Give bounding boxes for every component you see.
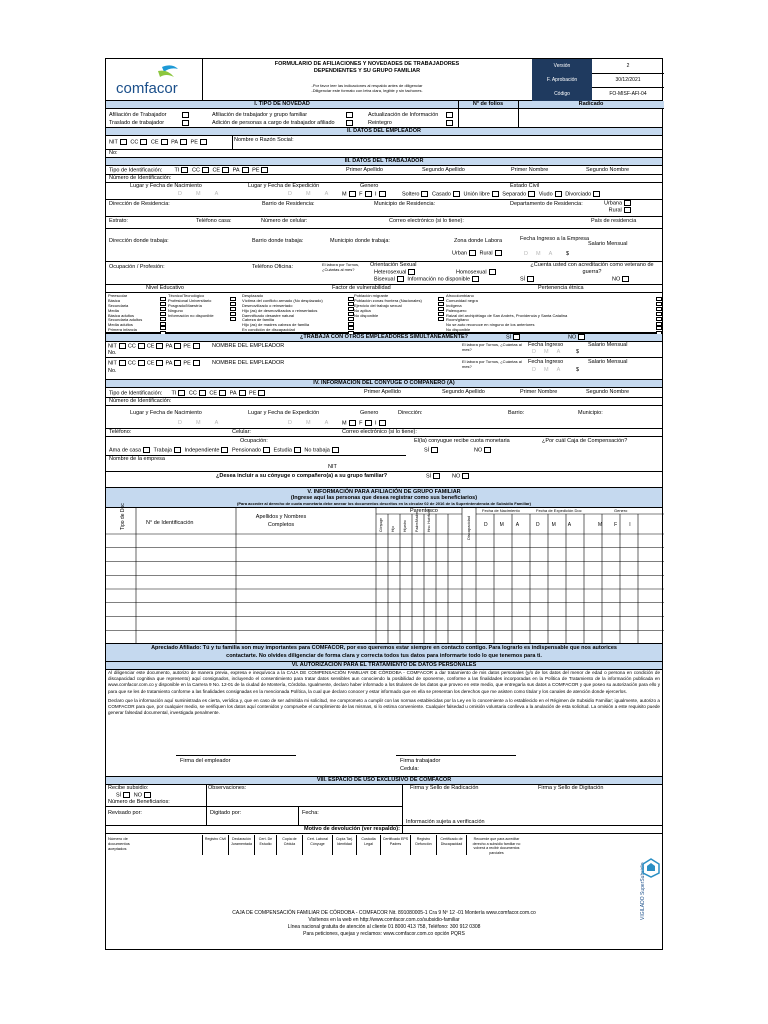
section-tipo-novedad [106,101,662,128]
employer-number-field[interactable]: No: [109,150,118,156]
edu-item-label: Básica adultos [108,312,135,318]
list-checkbox[interactable] [656,297,662,301]
footer-line-4: Para peticiones, quejas y reclamos: www.comfacor.com.co opción PQRS [303,931,465,937]
list-checkbox[interactable] [348,312,354,316]
etnia-item-label: No se auto reconoce en ninguno de los anteriores [446,322,535,328]
section-5-note: (Para acceder al derecho de cuota monetaria debe anexar los documentos descritos en la circular 02 de 2016 de la Superintendencia de Subsidio Familiar) [237,501,531,506]
otros-empleadores-no[interactable]: NO [568,334,587,341]
municipio-residencia-field[interactable]: Municipio de Residencia: [374,201,436,207]
list-checkbox[interactable] [438,312,444,316]
list-checkbox[interactable] [230,297,236,301]
edu2-item-label: Técnico/Tecnológico [168,293,205,298]
conyuge-ocupacion-options[interactable]: Ama de casa Trabaja Independiente Pensionado Estudia No trabaja [109,447,341,454]
list-checkbox[interactable] [230,317,236,321]
list-checkbox[interactable] [160,297,166,301]
list-checkbox[interactable] [348,302,354,306]
vuln-item-label: Damnificado desastre natural [242,312,295,318]
zona-residencia-options[interactable]: Urbana Rural [604,200,633,215]
col-num-id: N° de Identificación [146,520,194,526]
conyuge-primer-apellido: Primer Apellido [364,389,401,395]
list-checkbox[interactable] [160,312,166,316]
section-empleador [106,128,662,158]
section-uso-comfacor [106,777,662,867]
otro-empleador-1-ids[interactable]: NIT CC CE PA PE [108,343,202,350]
list-checkbox[interactable] [438,317,444,321]
worker-id-number[interactable]: Número de Identificación: [109,175,172,181]
salario-label: Salario Mensual [588,241,628,247]
list-checkbox[interactable] [656,307,662,311]
col-genero: Genero [614,508,628,513]
conyuge-lugar-exp: Lugar y Fecha de Expedición [248,410,320,416]
firma-trabajador-line[interactable] [396,750,516,756]
nivel-educativo-label: Nivel Educativo [146,285,184,291]
fecha-field[interactable]: Fecha: [302,810,319,816]
conyuge-incluir-no[interactable]: NO [452,473,471,480]
footer [105,910,663,938]
etnia-item-label: Room/gitano [446,317,469,323]
col-segundo-nombre: Segundo Nombre [586,167,630,173]
vuln2-item-label: Población zonas frontera (Nacionales) [354,297,422,303]
version-value: 2 [626,63,630,69]
checkbox-traslado[interactable] [182,120,189,126]
autorizacion-paragraph-1: Al diligenciar este documento, autorizo de manera previa, expresa e inequívoca a la CAJA DE COMPENSACIÓN FAMILIAR DE CÓRDOBA - COMFACOR a dar tratamiento de mis datos personales (y/o de los datos del menor de edad o persona en condición de discapacidad cognitiva que represento) aquí consignados, incluyendo el consentimiento para tratar datos sensibles aun conociendo la posibilidad de oponerme, conforme a las finalidades incorporadas en la Política de Tratamiento de la información publicada en www.comfacor.com.co y disponible en la Carrera 9 No. 12-01 de la ciudad de Montería, Córdoba. Igualmente, declaro haber informado a los titulares de los datos que proveo en este medio, que entregaría sus datos a COMFACOR y que poseo su autorización para ello y para que se les de tratamiento conforme a las finalidades consignadas en la mencionada Política, la cual que declaro conocer y estar informado que en ella se presentan los derechos que me asisten como titular y los canales de atención donde ejercerlos. [108,670,660,694]
list-checkbox[interactable] [160,302,166,306]
conyuge-gender-options[interactable]: M F I [342,420,388,427]
estado-civil-label: Estado Civil [510,183,540,189]
section-autorizacion [106,662,662,777]
orientacion-homo[interactable]: Homosexual [456,269,498,276]
conyuge-caja-label: ¿Por cuál Caja de Compensación? [542,438,628,444]
otro-empleador-2-no[interactable]: No. [108,368,117,374]
section-6-title: VI. AUTORIZACIÓN PARA EL TRATAMIENTO DE DATOS PERSONALES [106,662,662,670]
edu-item-label: Primera infancia [108,327,137,333]
col-fecha-nac: Fecha de Nacimiento [482,508,520,513]
exp-date-dma[interactable]: DMA [288,191,343,197]
etnia-item-label: Indígena [446,302,462,308]
list-checkbox[interactable] [348,322,354,326]
code-value: FO-MISF-AFI-04 [609,91,647,97]
list-checkbox[interactable] [438,297,444,301]
motivo-devolucion-option[interactable]: Custodia Legal [356,835,380,855]
otro-empleador-2-dma[interactable]: DMA [532,367,569,373]
edu-list-1[interactable] [108,293,142,332]
firma-empleador-line[interactable] [176,750,296,756]
checkbox-reintegro[interactable] [446,120,453,126]
autorizacion-paragraph-2: Declaro que la información aquí suministrada es cierta, verídica y, que en caso de ser admitida mi solicitud, me comprometo a cumplir con las normas establecidas por la Ley en lo concerniente a lo establecido en el Régimen de Subsidio Familiar; igualmente, autorizo a COMFACOR para que, por cualquier medio, se verifiquen los datos aquí contenidos y compruebe el cumplimiento de las mismas, si lo estima conveniente. Cualquier falsedad u omisión voluntaria conlleva a la anulación de esta solicitud. La omisión a este requisito puede generar falsedad documental, investigada penalmente. [108,697,660,716]
option-grupo-familiar[interactable]: Afiliación de trabajador y grupo familiar [212,112,308,118]
list-checkbox[interactable] [656,317,662,321]
conyuge-genero: Genero [360,410,379,416]
etnia-item-label: Comunidad negra [446,297,478,303]
tel-casa-field[interactable]: Teléfono casa: [196,218,232,224]
code-label: Código [554,91,570,97]
section-1-title: I. TIPO DE NOVEDAD [106,101,458,109]
conyuge-birth-dma[interactable]: DMA [178,420,233,426]
section-8-title: VIII. ESPACIO DE USO EXCLUSIVO DE COMFACOR [106,777,662,785]
conyuge-incluir-question: ¿Desea incluir a su cónyuge o compañero(a) a su grupo familiar? [216,473,388,479]
etnia-list[interactable] [446,293,567,332]
motivo-devolucion-option[interactable]: Cert. De Estudio [254,835,276,855]
motivo-devolucion-option[interactable]: Registro Civil [202,835,228,855]
etnia-label: Pertenencia étnica [538,285,584,291]
checkbox-actualizacion[interactable] [446,112,453,118]
parentesco-column-label: Padre/Madre [415,511,419,532]
otro-empleador-2-turnos: El labora por Turnos, ¿Cuántas al mes? [462,359,522,369]
otro-empleador-2-salario[interactable]: Salario Mensual [588,359,628,365]
vuln2-item-label: Población migrante [354,293,389,298]
orientacion-hetero[interactable]: Heterosexual [374,269,417,276]
otros-empleadores [106,334,662,380]
option-reintegro[interactable]: Reintegro [368,120,392,126]
otro-empleador-1-turnos: El labora por Turnos, ¿Cuántas al mes? [462,342,522,352]
depto-residencia-field[interactable]: Departamento de Residencia: [510,201,583,207]
approval-value: 30/12/2021 [615,77,641,83]
option-actualizacion[interactable]: Actualización de Información [368,112,439,118]
logo-mark-icon [114,63,184,97]
list-checkbox[interactable] [160,322,166,326]
list-checkbox[interactable] [348,326,354,330]
dir-trabajo-field[interactable]: Dirección donde trabaja: [109,238,169,244]
otro-empleador-2-currency: $ [576,367,580,373]
etnia-item-label: Raizal del archipiélago de San Andrés, Providencia y Santa Catalina [446,312,568,318]
otro-empleador-1-currency: $ [576,349,580,355]
checkbox-afiliacion[interactable] [182,112,189,118]
conyuge-cuota-label: El(la) conyugue recibe cuota monetaria [414,438,510,444]
conyuge-id-types[interactable]: Tipo de Identificación: TI CC CE PA PE [109,390,267,397]
conyuge-correo[interactable]: Correo electrónico (si lo tiene): [342,429,417,435]
supersubsidio-logo-icon [642,858,660,878]
conyuge-ocupacion-label: Ocupación: [240,438,268,444]
conyuge-incluir-si[interactable]: SÍ [426,473,442,480]
pais-field[interactable]: País de residencia [591,218,637,224]
option-adicion[interactable]: Adición de personas a cargo de trabajador afiliado [212,120,335,126]
apreciado-line-1: Apreciado Afiliado: Tú y tu familia son muy importantes para COMFACOR, por eso queremos estar siempre en contacto contigo. Para lograrlo es indispensable que nos autorices [151,645,617,651]
folios-label: N° de folios [458,101,518,109]
vuln-item-label: Hijo (as) de madres cabeza de familia [242,322,310,328]
motivo-devolucion-option[interactable]: Declaración Juramentada [228,835,254,855]
motivo-devolucion-option[interactable]: Copia de Cédula [276,835,302,855]
approval-label: F. Aprobación [546,77,578,83]
col-apellidos: Apellidos y Nombres Completos [255,514,307,528]
vuln-item-label: Hijo (as) de desmovilizados o reinsertados [242,307,318,313]
vuln-list-1[interactable] [242,293,323,332]
observaciones-field[interactable]: Observaciones: [208,785,247,791]
otro-empleador-1-dma[interactable]: DMA [532,349,569,355]
conyuge-lugar-nac: Lugar y Fecha de Nacimiento [130,410,202,416]
otro-empleador-1-nombre[interactable]: NOMBRE DEL EMPLEADOR [212,343,285,349]
list-checkbox[interactable] [160,326,166,330]
form-page [105,58,663,950]
birth-date-dma[interactable]: DMA [178,191,233,197]
col-parentesco: Parentesco [410,508,438,514]
otro-empleador-1-salario[interactable]: Salario Mensual [588,342,628,348]
form-title-line2: DEPENDIENTES Y SU GRUPO FAMILIAR [313,68,421,74]
zona-labora-options[interactable]: Urban Rural [452,250,504,257]
header-note-1: -Por favor leer las indicaciones al respaldo antes de diligenciar [311,83,423,88]
apreciado-line-2: contactarte. No olvides diligenciar de forma clara y correcta todos tus datos para informarte todo lo que tenemos para ti. [226,653,542,659]
radicado-label: Radicado [518,101,664,109]
firma-radicacion-label: Firma y Sello de Radicación [410,785,479,791]
checkbox-grupo-familiar[interactable] [346,112,353,118]
lugar-expedicion-label: Lugar y Fecha de Expedición [248,183,320,189]
logo [114,63,184,97]
celular-field[interactable]: Número de celular: [261,218,308,224]
parentesco-column-label: Cónyuge [379,517,383,532]
conyuge-municipio[interactable]: Municipio: [578,410,603,416]
parentesco-column-label: Hno. Huérfano [427,509,431,532]
section-trabajador [106,158,662,334]
edu-item-label: Preescolar [108,293,128,298]
section-grupo-familiar [106,488,662,644]
vuln-list-2[interactable] [354,293,422,317]
edu-item-label: Básica [108,297,121,303]
vuln2-item-label: No aplica [354,307,371,313]
info-verificacion-label: Información sujeta a verificación [406,819,485,825]
edu-item-label: Media [108,307,119,313]
list-checkbox[interactable] [438,302,444,306]
motivos-list[interactable] [202,835,526,855]
vuln2-item-label: Ejercicio del trabajo sexual [354,302,402,308]
section-conyuge [106,380,662,488]
vuln-item-label: Cabeza de familia [242,317,275,323]
conyuge-telefono[interactable]: Teléfono: [109,429,132,435]
list-checkbox[interactable] [230,312,236,316]
list-checkbox[interactable] [160,317,166,321]
veterano-question: ¿Cuenta usted con acreditación como veterano de guerra? [530,262,654,275]
col-primer-nombre: Primer Nombre [511,167,549,173]
orientacion-label: Orientación Sexual [370,262,417,268]
option-traslado[interactable]: Traslado de trabajador [109,120,165,126]
checkbox-adicion[interactable] [346,120,353,126]
otro-empleador-1-fecha[interactable]: Fecha Ingreso [528,342,564,348]
digitado-field[interactable]: Digitado por: [210,810,242,816]
conyuge-cuota-si[interactable]: SÍ [424,447,440,454]
col-nac-dma: DMA [484,522,532,528]
motivo-devolucion-option[interactable]: Certificado EPS Padres [380,835,410,855]
recibe-subsidio-options[interactable]: SÍ NO [116,792,153,799]
etnia-item-label: Afrocolombiano [446,293,474,298]
etnia-item-label: Palenquero [446,307,467,313]
col-primer-apellido: Primer Apellido [346,167,383,173]
section-5-title: V. INFORMACIÓN PARA AFILIACIÓN DE GRUPO FAMILIAR [307,489,461,495]
motivo-devolucion-option[interactable]: Recuerde que para acreditar derecho a subsidio familiar no volverá a recibir documentos parciales [466,835,526,855]
veterano-no[interactable]: NO [612,276,631,283]
motivo-devolucion-option[interactable]: Cert. Laboral Cónyuge [302,835,332,855]
motivo-devolucion-option[interactable]: Copia Tarj. Identidad [332,835,356,855]
vuln2-item[interactable] [354,313,422,318]
revisado-field[interactable]: Revisado por: [108,810,142,816]
otro-empleador-2-nombre[interactable]: NOMBRE DEL EMPLEADOR [212,360,285,366]
footer-line-1: CAJA DE COMPENSACIÓN FAMILIAR DE CÓRDOBA - COMFACOR Nit. 891080005-1 Cra 9 Nº 12 -01 Montería www.comfacor.com.co [232,910,536,916]
vuln-item-label: En condición de discapacidad [242,327,295,333]
vuln-item-label: Víctima del conflicto armado (No desplazado) [242,297,323,303]
col-genero-mfi: MFI [598,522,643,528]
footer-line-3: Línea nacional gratuita de atención al cliente 01 8000 413 758, Teléfono: 300 912 0308 [287,924,481,930]
lugar-nacimiento-label: Lugar y Fecha de Nacimiento [130,183,202,189]
num-beneficiarios-field[interactable]: Número de Beneficiarios: [108,799,170,805]
conyuge-primer-nombre: Primer Nombre [520,389,558,395]
version-box [532,59,664,101]
otro-empleador-2-fecha[interactable]: Fecha Ingreso [528,359,564,365]
vuln-item-label: Desmovilizado o reinsertado [242,302,293,308]
conyuge-celular[interactable]: Celular: [232,429,251,435]
fecha-ingreso-label: Fecha Ingreso a la Empresa [520,236,590,242]
section-5-header [106,488,662,508]
edu-list-2[interactable] [168,293,214,317]
svg-text:comfacor: comfacor [116,80,178,97]
list-checkbox[interactable] [656,326,662,330]
motivo-devolucion-option[interactable]: Certificado de Discapacidad [436,835,466,855]
section-5-subtitle: (Ingrese aquí las personas que desea registrar como sus beneficiarios) [290,495,478,501]
vuln-item-label: Desplazado [242,293,264,298]
edu2-item-label: Ninguno [168,307,183,313]
conyuge-direccion[interactable]: Dirección: [398,410,423,416]
dir-residencia-field[interactable]: Dirección de Residencia: [109,201,170,207]
orientacion-bi[interactable]: Bisexual Información no disponible [374,276,481,283]
motivo-devolucion-label: Motivo de devolución (ver respaldo): [304,826,400,832]
razon-social-field[interactable]: Nombre o Razón Social: [234,137,294,143]
factor-vulnerabilidad-label: Factor de vulnerabilidad [332,285,391,291]
list-checkbox[interactable] [656,322,662,326]
firma-digitacion-label: Firma y Sello de Digitación [538,785,604,791]
header-note-2: -Diligenciar este formato con letra clara, legible y sin tachones. [311,88,423,93]
col-exp-dma: DMA [536,522,584,528]
civil-status-options[interactable]: Soltero Casado Unión libre Separado Viudo Divorciado [402,191,602,198]
col-fecha-exp: Fecha de Expedición Doc [536,508,582,513]
worker-id-types[interactable]: Tipo de Identificación: TI CC CE PA PE [109,167,270,174]
cedula-label[interactable]: Cedula: [400,766,419,772]
turnos-label: El labora por Turnos, ¿Cuántas al mes? [322,262,360,272]
etnia-item-label: No disponible [446,327,471,333]
correo-field[interactable]: Correo electrónico (si lo tiene): [389,218,464,224]
barrio-trabajo-field[interactable]: Barrio donde trabaja: [252,238,304,244]
conyuge-nit[interactable]: NIT [328,464,337,470]
edu2-item[interactable] [168,313,214,318]
list-checkbox[interactable] [656,312,662,316]
col-discapacidad: Discapacidad [466,515,471,540]
list-checkbox[interactable] [348,317,354,321]
parentesco-column-label: Hijo [391,525,395,532]
conyuge-barrio[interactable]: Barrio: [508,410,525,416]
salario-currency[interactable]: $ [566,251,570,257]
conyuge-id-number[interactable]: Número de Identificación: [109,398,172,404]
parentesco-column-label: Hijastro [403,520,407,532]
tel-oficina-field[interactable]: Teléfono Oficina: [252,264,293,270]
edu-item-label: Secundaria adultos [108,317,143,323]
edu-item-label: Media adultos [108,322,133,328]
edu-item-label: Secundaria [108,302,129,308]
firma-empleador-label: Firma del empleador [180,758,231,764]
municipio-trabajo-field[interactable]: Municipio donde trabaja: [330,238,390,244]
edu2-item-label: Posgrado/Maestría [168,302,202,308]
conyuge-segundo-nombre: Segundo Nombre [586,389,630,395]
list-checkbox[interactable] [160,307,166,311]
vigilado-supersubsidio: VIGILADO SuperSubsidio [640,862,646,920]
version-label: Versión [553,63,571,69]
conyuge-empresa[interactable]: Nombre de la empresa [109,456,165,462]
genero-label: Genero [360,183,379,189]
col-tipo-doc: Tipo de Doc [120,503,126,530]
zona-labora-label: Zona donde Labora [454,238,503,244]
otros-empleadores-title: ¿TRABAJA CON OTROS EMPLEADORES SIMULTÁNEAMENTE? SÍ NO [106,334,662,342]
vuln2-item-label: No disponible [354,312,379,318]
gender-options[interactable]: M F I [342,191,388,198]
otros-empleadores-si[interactable]: SÍ [506,334,522,341]
barrio-residencia-field[interactable]: Barrio de Residencia: [262,201,315,207]
motivo-devolucion-option[interactable]: Registro Defunción [410,835,436,855]
firma-trabajador-label: Firma trabajador [400,758,441,764]
ocupacion-field[interactable]: Ocupación / Profesión: [109,264,165,270]
conyuge-segundo-apellido: Segundo Apellido [442,389,485,395]
section-3-title: III. DATOS DEL TRABAJADOR [106,158,662,166]
estrato-field[interactable]: Estrato: [109,218,128,224]
edu2-item-label: Información no disponible [168,312,214,318]
employer-id-types[interactable]: NIT CC CE PA PE [109,139,209,146]
col-segundo-apellido: Segundo Apellido [422,167,465,173]
option-afiliacion[interactable]: Afiliación de Trabajador [109,112,167,118]
recibe-subsidio-label: Recibe subsidio: [108,785,149,791]
form-header [106,59,662,101]
form-title-line1: FORMULARIO DE AFILIACIONES Y NOVEDADES DE TRABAJADORES [274,61,460,67]
num-documentos-label: Número de documentos aceptados [108,836,130,851]
apreciado-banner [106,644,662,662]
list-checkbox[interactable] [348,307,354,311]
beneficiaries-grid [106,508,664,644]
otro-empleador-1-no[interactable]: No. [108,350,117,356]
edu2-item-label: Profesional Universitario [168,297,212,303]
list-checkbox[interactable] [230,302,236,306]
conyuge-cuota-no[interactable]: NO [474,447,493,454]
list-checkbox[interactable] [230,307,236,311]
otro-empleador-2-ids[interactable]: NIT CC CE PA PE [108,360,202,367]
footer-line-2: Visítenos en la web en http://www.comfacor.com.co/subsidio-familiar [308,917,460,923]
list-checkbox[interactable] [438,307,444,311]
veterano-si[interactable]: SÍ [520,276,536,283]
list-checkbox[interactable] [656,302,662,306]
section-4-title: IV. INFORMACIÓN DEL CÓNYUGE O COMPAÑERO (A) [106,380,662,388]
fecha-ingreso-dma[interactable]: DMA [524,251,561,257]
conyuge-exp-dma[interactable]: DMA [288,420,343,426]
section-2-title: II. DATOS DEL EMPLEADOR [106,128,662,136]
list-checkbox[interactable] [348,297,354,301]
